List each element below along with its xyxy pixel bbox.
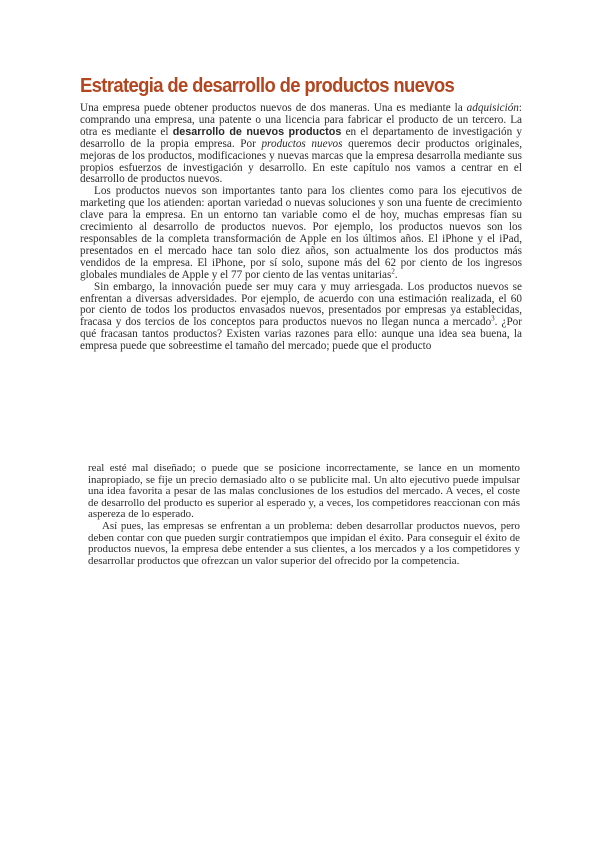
- footnote-ref-2: 2: [391, 266, 395, 275]
- paragraph-intro: Una empresa puede obtener productos nuevos de dos maneras. Una es mediante la adquisición: comprando una empresa, una patente o una licencia para fabricar el producto de un tercero. La otra es mediante el desarrollo de nuevos productos en el departamento de investigación y desarrollo de la propia empresa. Por productos nuevos queremos decir productos originales, mejoras de los productos, modificaciones y nuevas marcas que la empresa desarrolla mediante sus propios esfuerzos de investigación y desarrollo. En este capítulo nos vamos a centrar en el desarrollo de productos nuevos.: [80, 102, 523, 186]
- paragraph-risk: Sin embargo, la innovación puede ser muy cara y muy arriesgada. Los productos nuevos se enfrentan a diversas adversidades. Por ejemplo, de acuerdo con una estimación realizada, el 60 por ciento de todos los productos envasados nuevos, presentados por empresas ya establecidas, fracasa y dos tercios de los conceptos para productos nuevos no llegan nunca a mercado$^3$. ¿Por qué fracasan tantos productos? Existen varias razones para ello: aunque una idea sea buena, la empresa puede que sobreestime el tamaño del mercado; puede que el producto: [80, 280, 523, 353]
- text-block-bottom: [88, 463, 520, 567]
- productos-nuevos-italic: productos nuevos: [261, 137, 343, 150]
- footnote-ref-3: 3: [491, 314, 495, 323]
- page-title: Estrategia de desarrollo de productos nuevos: [80, 74, 455, 97]
- text-block-top: [80, 103, 522, 353]
- paragraph-conclusion: Así pues, las empresas se enfrentan a un problema: deben desarrollar productos nuevos, pero deben contar con que pueden surgir contratiempos que impidan el éxito. Para conseguir el éxito de productos nuevos, la empresa debe entender a sus clientes, a los mercados y a los competidores y desarrollar productos que ofrezcan un valor superior del ofrecido por la competencia.: [88, 519, 520, 567]
- key-term: desarrollo de nuevos productos: [172, 125, 342, 138]
- paragraph-importance: Los productos nuevos son importantes tanto para los clientes como para los ejecutivos de marketing que los atienden: aportan variedad o nuevas soluciones y son una fuente de crecimiento clave para la empresa. En un entorno tan variable como el de hoy, muchas empresas fían su crecimiento al desarrollo de productos nuevos. Por ejemplo, los productos nuevos son los responsables de la completa transformación de Apple en los últimos años. El iPhone y el iPad, presentados en el mercado hace tan solo diez años, son actualmente los dos productos más vendidos de la empresa. El iPhone, por sí solo, supone más del 62 por ciento de los ingresos globales mundiales de Apple y el 77 por ciento de las ventas unitarias$^2$.: [80, 185, 522, 281]
- adquisicion-italic: adquisición: [466, 102, 519, 114]
- paragraph-failure-reasons: real esté mal diseñado; o puede que se posicione incorrectamente, se lance en un momento inapropiado, se fije un precio demasiado alto o se publicite mal. Un alto ejecutivo puede impulsar una idea favorita a pesar de las malas conclusiones de los estudios del mercado. A veces, el coste de desarrollo del producto es superior al esperado y, a veces, los competidores reaccionan con más aspereza de lo esperado.: [88, 462, 520, 521]
